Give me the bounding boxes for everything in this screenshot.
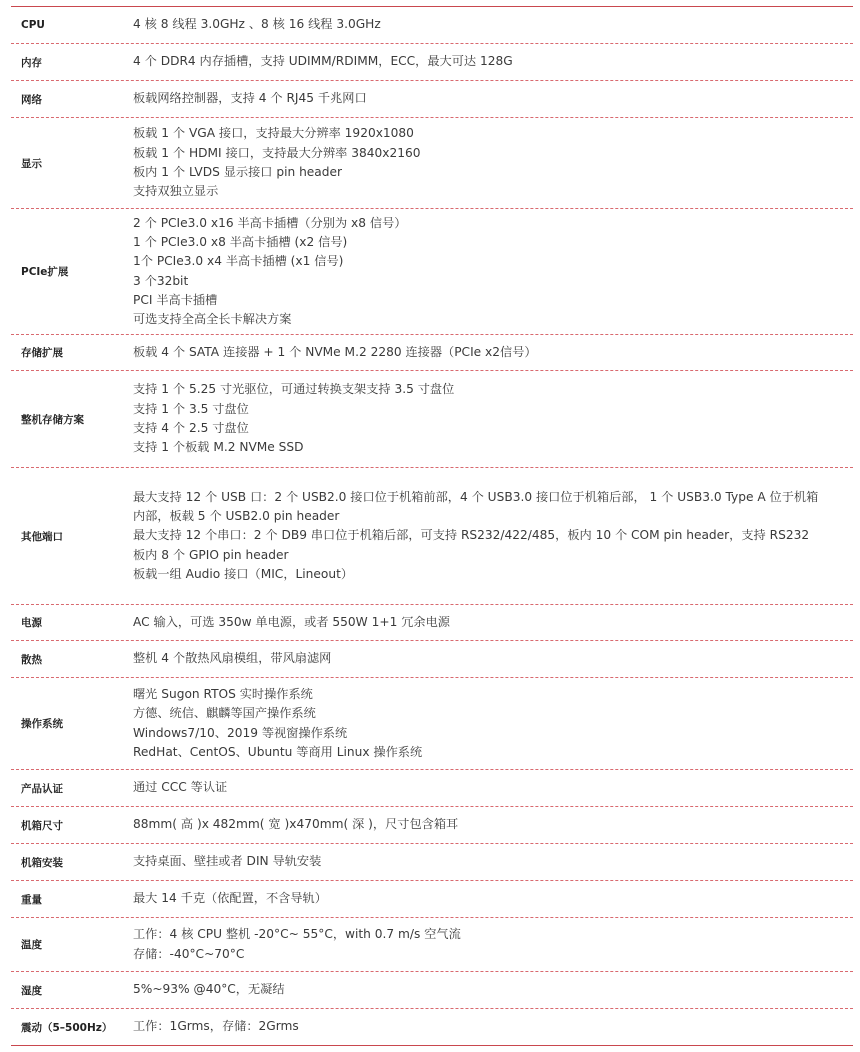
spec-label: 存储扩展	[21, 347, 63, 359]
spec-label: 整机存储方案	[21, 413, 84, 426]
spec-label: 湿度	[21, 984, 42, 997]
spec-label: 内存	[21, 56, 42, 69]
spec-label: 震动（5–500Hz）	[21, 1021, 113, 1034]
spec-value: 最大支持 12 个 USB 口：2 个 USB2.0 接口位于机箱前部，4 个 USB3.0 接口位于机箱后部， 1 个 USB3.0 Type A 位于机箱 内部，板载 5 个 USB2.0 pin header 最大支持 12 个串口：2 个 DB9 串口位于机箱后部，可支持 RS232/422/485，板内 10 个 COM pin header，支持 RS232 板内 8 个 GPIO pin header 板载一组 Audio 接口（MIC，Lineout）	[133, 489, 819, 581]
spec-value: 最大 14 千克（依配置，不含导轨）	[133, 891, 327, 906]
spec-value: 整机 4 个散热风扇模组，带风扇滤网	[133, 651, 332, 666]
spec-label: 操作系统	[21, 718, 63, 730]
spec-value: 工作：4 核 CPU 整机 -20°C~ 55°C，with 0.7 m/s 空气流 存储：-40°C~70°C	[133, 927, 461, 961]
spec-value: 4 核 8 线程 3.0GHz 、8 核 16 线程 3.0GHz	[133, 17, 381, 32]
spec-row-chassis-size	[11, 807, 853, 844]
spec-label: 其他端口	[21, 530, 63, 543]
spec-row-storage-expansion	[11, 335, 853, 371]
spec-label: 电源	[21, 617, 42, 629]
spec-row-os	[11, 678, 853, 770]
spec-value: 5%~93% @40°C，无凝结	[133, 982, 285, 997]
spec-value: 板载 4 个 SATA 连接器 + 1 个 NVMe M.2 2280 连接器（PCIe x2信号）	[133, 344, 537, 359]
spec-row-weight	[11, 881, 853, 918]
spec-row-storage-scheme	[11, 371, 853, 468]
spec-label: 显示	[21, 157, 42, 170]
spec-value: 曙光 Sugon RTOS 实时操作系统 方德、统信、麒麟等国产操作系统 Windows7/10、2019 等视窗操作系统 RedHat、CentOS、Ubuntu 等商用 Linux 操作系统	[133, 686, 423, 759]
spec-label: PCIe扩展	[21, 266, 69, 278]
spec-row-power	[11, 605, 853, 641]
spec-row-network	[11, 81, 853, 118]
spec-label: 温度	[21, 939, 42, 951]
spec-table	[11, 6, 853, 1046]
spec-row-pcie	[11, 209, 853, 335]
spec-value: AC 输入，可选 350w 单电源，或者 550W 1+1 冗余电源	[133, 614, 450, 629]
spec-row-chassis-mounting	[11, 844, 853, 881]
spec-value: 板载网络控制器，支持 4 个 RJ45 千兆网口	[133, 91, 367, 106]
spec-label: 机箱尺寸	[21, 819, 63, 832]
spec-value: 4 个 DDR4 内存插槽，支持 UDIMM/RDIMM，ECC，最大可达 128G	[133, 54, 513, 69]
spec-row-other-ports	[11, 468, 853, 605]
spec-label: 网络	[21, 93, 42, 106]
spec-row-vibration	[11, 1009, 853, 1046]
spec-row-cooling	[11, 641, 853, 678]
spec-value: 板载 1 个 VGA 接口，支持最大分辨率 1920x1080 板载 1 个 HDMI 接口，支持最大分辨率 3840x2160 板内 1 个 LVDS 显示接口 pin header 支持双独立显示	[133, 126, 421, 199]
spec-value: 2 个 PCIe3.0 x16 半高卡插槽（分别为 x8 信号） 1 个 PCIe3.0 x8 半高卡插槽 (x2 信号) 1个 PCIe3.0 x4 半高卡插槽 (x1 信号) 3 个32bit PCI 半高卡插槽 可选支持全高全长卡解决方案	[133, 215, 407, 327]
spec-value: 88mm( 高 )x 482mm( 宽 )x470mm( 深 )，尺寸包含箱耳	[133, 817, 459, 832]
spec-label: 重量	[21, 893, 42, 906]
spec-row-temperature	[11, 918, 853, 972]
spec-row-display	[11, 118, 853, 209]
spec-value: 支持 1 个 5.25 寸光驱位，可通过转换支架支持 3.5 寸盘位 支持 1 个 3.5 寸盘位 支持 4 个 2.5 寸盘位 支持 1 个板载 M.2 NVMe SSD	[133, 382, 455, 455]
spec-value: 支持桌面、壁挂或者 DIN 导轨安装	[133, 854, 322, 869]
spec-value: 工作：1Grms，存储：2Grms	[133, 1019, 299, 1034]
spec-row-certification	[11, 770, 853, 807]
spec-row-humidity	[11, 972, 853, 1009]
spec-label: CPU	[21, 19, 45, 31]
spec-value: 通过 CCC 等认证	[133, 780, 228, 795]
spec-label: 产品认证	[21, 782, 63, 795]
spec-row-memory	[11, 44, 853, 81]
spec-label: 散热	[21, 653, 42, 666]
spec-row-cpu	[11, 7, 853, 44]
spec-label: 机箱安装	[21, 856, 63, 869]
